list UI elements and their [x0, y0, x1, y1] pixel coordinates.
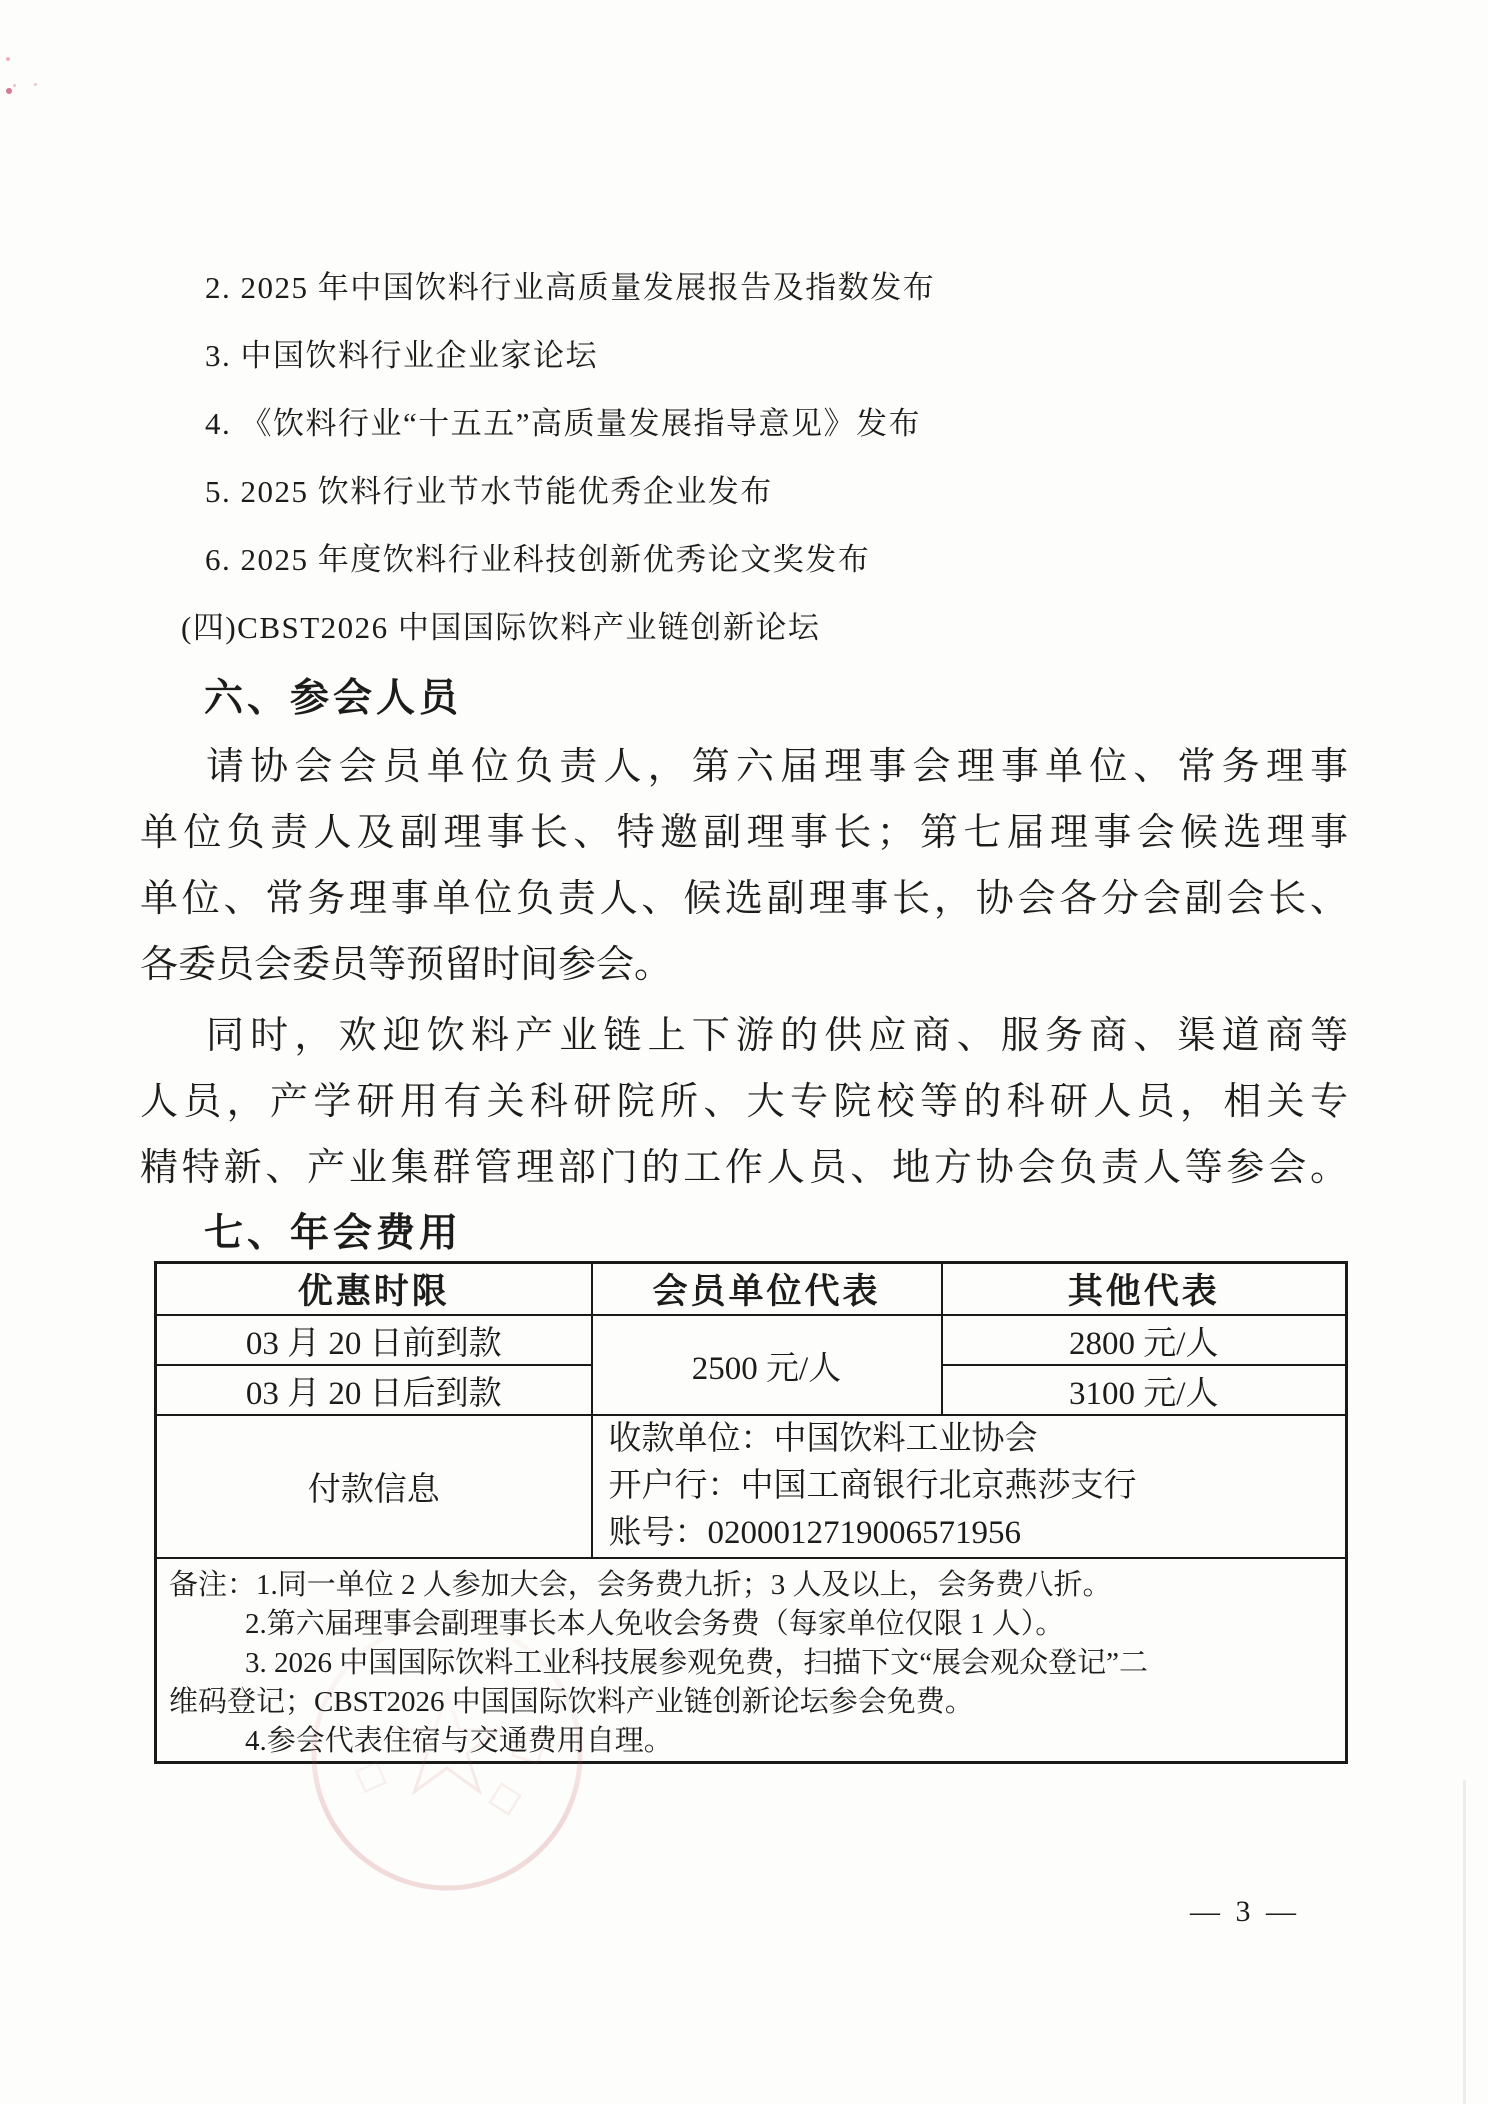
paragraph-line: 单位负责人及副理事长、特邀副理事长；第七届理事会候选理事 [140, 812, 1348, 854]
fee-table-header-cell: 优惠时限 [156, 1263, 592, 1316]
agenda-list [181, 254, 1355, 662]
payment-label-cell: 付款信息 [156, 1415, 592, 1558]
agenda-item: 3. 中国饮料行业企业家论坛 [205, 338, 598, 373]
notes-row [156, 1558, 1347, 1763]
fee-table [154, 1261, 1348, 1764]
scan-speck [34, 83, 37, 86]
paragraph-line: 各委员会委员等预留时间参会。 [140, 944, 673, 986]
notes-cell [156, 1558, 1347, 1763]
scan-speck [6, 88, 12, 94]
section-7-title: 七、年会费用 [204, 1212, 463, 1255]
section-6-title: 六、参会人员 [204, 677, 463, 720]
paragraph-line: 精特新、产业集群管理部门的工作人员、地方协会负责人等参会。 [140, 1147, 1348, 1189]
agenda-item: 6. 2025 年度饮料行业科技创新优秀论文奖发布 [205, 542, 871, 577]
scan-edge-shadow [1463, 1780, 1466, 2104]
note-line: 维码登记；CBST2026 中国国际饮料产业链创新论坛参会免费。 [169, 1686, 974, 1718]
note-line: 3. 2026 中国国际饮料工业科技展参观免费，扫描下文“展会观众登记”二 [245, 1647, 1148, 1679]
payment-info-row [156, 1415, 1347, 1558]
other-price-cell: 2800 元/人 [942, 1315, 1347, 1365]
agenda-item: 5. 2025 饮料行业节水节能优秀企业发布 [205, 474, 773, 509]
scan-speck [6, 57, 10, 61]
agenda-item: 4. 《饮料行业“十五五”高质量发展指导意见》发布 [205, 406, 922, 441]
fee-table-row [156, 1315, 1347, 1365]
time-limit-cell: 03 月 20 日后到款 [156, 1365, 592, 1415]
scan-speck [13, 84, 16, 87]
member-price-cell: 2500 元/人 [592, 1315, 942, 1415]
paragraph-line: 请协会会员单位负责人，第六届理事会理事单位、常务理事 [206, 746, 1348, 788]
payment-line: 开户行：中国工商银行北京燕莎支行 [608, 1468, 1137, 1504]
note-line: 4.参会代表住宿与交通费用自理。 [245, 1725, 673, 1757]
payment-details-cell [592, 1415, 1347, 1558]
agenda-item: 2. 2025 年中国饮料行业高质量发展报告及指数发布 [205, 270, 936, 305]
payment-line: 账号：0200012719006571956 [608, 1515, 1021, 1551]
fee-table-header-row [156, 1263, 1347, 1316]
note-line: 2.第六届理事会副理事长本人免收会务费（每家单位仅限 1 人）。 [245, 1608, 1065, 1640]
payment-line: 收款单位：中国饮料工业协会 [608, 1421, 1038, 1457]
paragraph-line: 人员，产学研用有关科研院所、大专院校等的科研人员，相关专 [140, 1081, 1348, 1123]
fee-table-header-cell: 其他代表 [942, 1263, 1347, 1316]
time-limit-cell: 03 月 20 日前到款 [156, 1315, 592, 1365]
attendees-paragraph-1 [140, 734, 1348, 998]
page-number: — 3 — [1190, 1895, 1300, 1928]
other-price-cell: 3100 元/人 [942, 1365, 1347, 1415]
agenda-item: (四)CBST2026 中国国际饮料产业链创新论坛 [181, 610, 821, 645]
paragraph-line: 同时，欢迎饮料产业链上下游的供应商、服务商、渠道商等 [206, 1015, 1348, 1057]
attendees-paragraph-2 [140, 1003, 1348, 1201]
fee-table-header-cell: 会员单位代表 [592, 1263, 942, 1316]
paragraph-line: 单位、常务理事单位负责人、候选副理事长，协会各分会副会长、 [140, 878, 1348, 920]
note-line: 备注：1.同一单位 2 人参加大会，会务费九折；3 人及以上，会务费八折。 [169, 1569, 1112, 1601]
